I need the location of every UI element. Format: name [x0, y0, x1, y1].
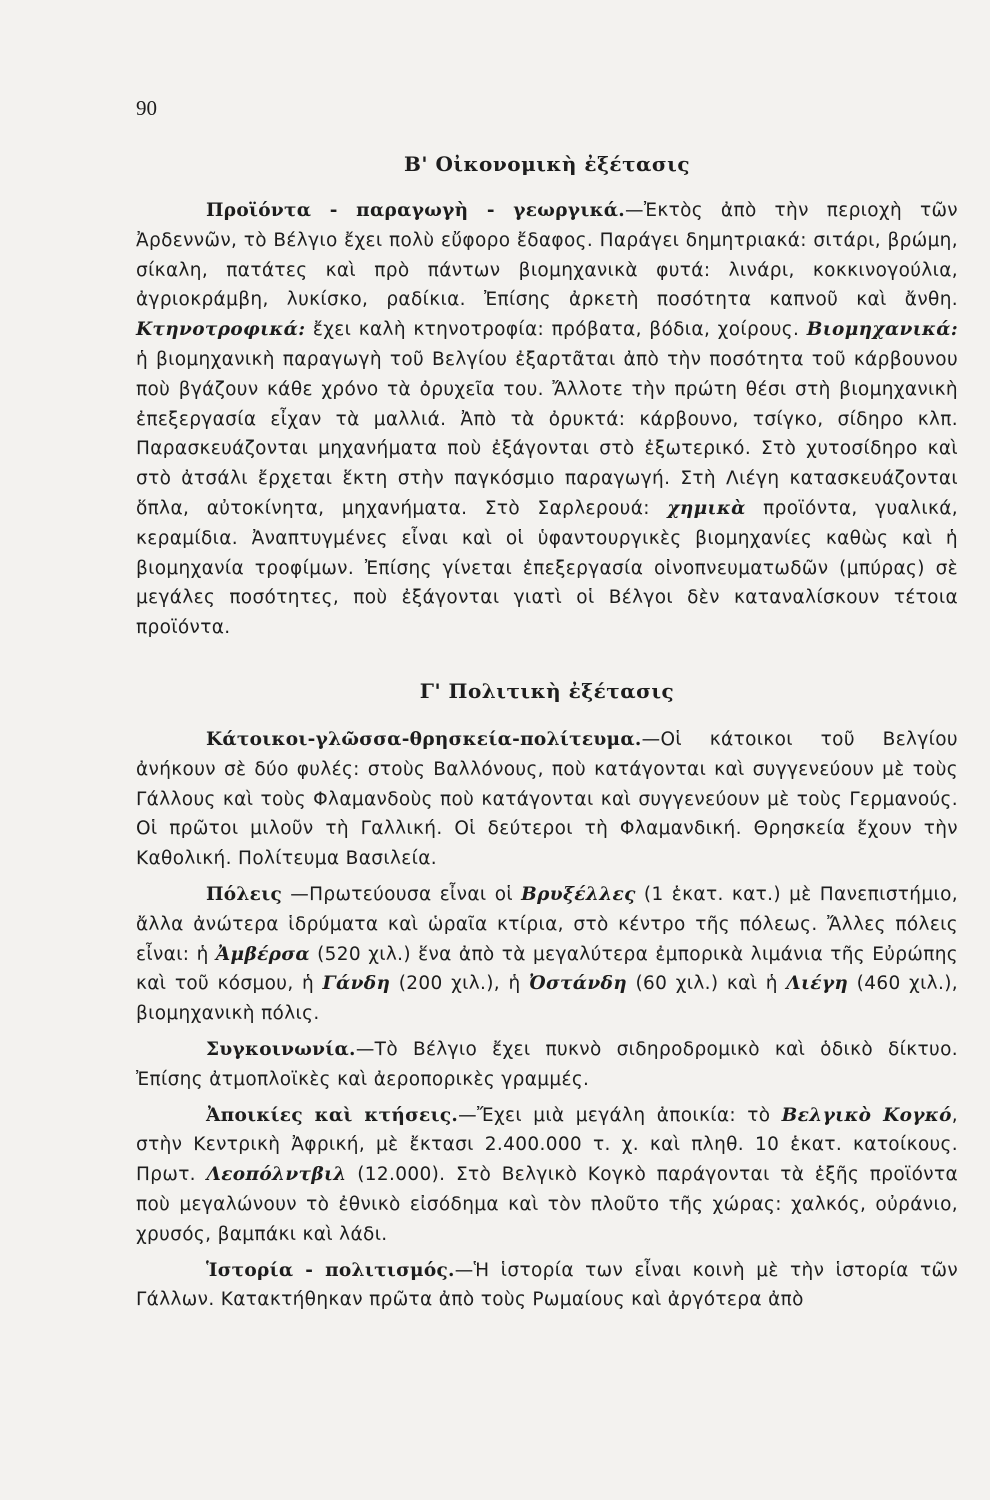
paragraph-text: —Ἔχει μιὰ μεγάλη ἀποικία: τὸ — [458, 1104, 782, 1126]
term-chemical: χημικὰ — [667, 497, 746, 519]
paragraph-text: —Ἡ ἱστορία των εἶναι κοινὴ μὲ τὴν ἱστορία τῶν Γάλλων. Κατακτήθηκαν πρῶτα ἀπὸ τοὺς Ρωμαίους καὶ ἀργότερα ἀπὸ — [136, 1259, 958, 1311]
section-heading-political: Γ' Πολιτικὴ ἐξέτασις — [419, 678, 675, 703]
paragraph-lead: Ἀποικίες καὶ κτήσεις. — [206, 1104, 459, 1126]
term-belgian-congo: Βελγικὸ Κογκό — [781, 1104, 952, 1126]
paragraph-lead: Πόλεις — [206, 883, 283, 905]
paragraph-products — [136, 196, 958, 643]
term-brussels: Βρυξέλλες — [521, 883, 636, 905]
paragraph-lead: Ἱστορία - πολιτισμός. — [206, 1259, 455, 1281]
paragraph-text: —Τὸ Βέλγιο ἔχει πυκνὸ σιδηροδρομικὸ καὶ ὁδικὸ δίκτυο. Ἐπίσης ἀτμοπλοϊκὲς καὶ ἀεροπορικὲς γραμμές. — [136, 1038, 958, 1090]
paragraph-history — [136, 1256, 958, 1316]
paragraph-text: (12.000). Στὸ Βελγικὸ Κογκὸ παράγονται τὰ ἑξῆς προϊόντα ποὺ μεγαλώνουν τὸ ἐθνικὸ εἰσόδημα καὶ τὸν πλοῦτο τῆς χώρας: χαλκός, οὐράνιο, χρυσός, βαμπάκι καὶ λάδι. — [136, 1164, 958, 1245]
paragraph-text: —Ἐκτὸς ἀπὸ τὴν περιοχὴ τῶν Ἀρδεννῶν, τὸ Βέλγιο ἔχει πολὺ εὔφορο ἔδαφος. Παράγει δημητριακά: σιτάρι, βρώμη, σίκαλη, πατάτες καὶ πρὸ πάντων βιομηχανικὰ φυτά: λινάρι, κοκκινογούλια, ἀγριοκράμβη, λυκίσκο, ραδίκια. Ἐπίσης ἀρκετὴ ποσότητα καπνοῦ καὶ ἄνθη. — [136, 200, 958, 311]
paragraph-text: (200 χιλ.), ἡ — [390, 973, 529, 995]
term-liege: Λιέγη — [786, 973, 849, 995]
paragraph-cities — [136, 880, 958, 1029]
paragraph-text: , στὴν Κεντρικὴ Ἀφρική, μὲ ἔκτασι 2.400.000 τ. χ. καὶ πληθ. 10 ἑκατ. κατοίκους. Πρωτ. — [136, 1104, 958, 1186]
section-heading-economic: Β' Οἰκονομικὴ ἐξέτασις — [403, 152, 691, 176]
term-industrial: Βιομηχανικά: — [806, 319, 958, 341]
paragraph-colonies — [136, 1101, 958, 1250]
paragraph-text: προϊόντα, γυαλικά, κεραμίδια. Ἀναπτυγμένες εἶναι καὶ οἱ ὑφαντουργικὲς βιομηχανίες καθὼς καὶ ἡ βιομηχανία τροφίμων. Ἐπίσης γίνεται ἐπεξεργασία οἰνοπνευματωδῶν (μπύρας) σὲ μεγάλες ποσότητες, ποὺ ἐξάγονται γιατὶ οἱ Βέλγοι δὲν καταναλίσκουν τέτοια προϊόντα. — [136, 497, 958, 639]
paragraph-text: (520 χιλ.) ἕνα ἀπὸ τὰ μεγαλύτερα ἐμπορικὰ λιμάνια τῆς Εὐρώπης καὶ τοῦ κόσμου, ἡ — [136, 943, 959, 995]
paragraph-lead: Κάτοικοι-γλῶσσα-θρησκεία-πολίτευμα. — [206, 728, 642, 750]
paragraph-text: ἡ βιομηχανικὴ παραγωγὴ τοῦ Βελγίου ἐξαρτᾶται ἀπὸ τὴν ποσότητα τοῦ κάρβουνου ποὺ βγάζουν κάθε χρόνο τὰ ὀρυχεῖα του. Ἄλλοτε τὴν πρώτη θέσι στὴ βιομηχανικὴ ἐπεξεργασία εἶχαν τὰ μαλλιά. Ἀπὸ τὰ ὀρυκτά: κάρβουνο, τσίγκο, σίδηρο κλπ. Παρασκευάζονται μηχανήματα ποὺ ἐξάγονται στὸ ἐξωτερικό. Στὸ χυτοσίδηρο καὶ στὸ ἀτσάλι ἔρχεται ἕκτη στὴν παγκόσμιο παραγωγή. Στὴ Λιέγη κατασκευάζονται ὅπλα, αὐτοκίνητα, μηχανήματα. Στὸ Σαρλερουά: — [136, 348, 958, 519]
page-text — [136, 140, 958, 1321]
term-leopoldville: Λεοπόλντβιλ — [206, 1164, 347, 1186]
term-ostend: Ὀστάνδη — [528, 973, 628, 995]
term-antwerp: Ἀμβέρσα — [215, 943, 310, 965]
term-livestock: Κτηνοτροφικά: — [136, 319, 306, 341]
term-ghent: Γάνδη — [322, 973, 391, 995]
paragraph-text: —Οἱ κάτοικοι τοῦ Βελγίου ἀνήκουν σὲ δύο φυλές: στοὺς Βαλλόνους, ποὺ κατάγονται καὶ συγγενεύουν μὲ τοὺς Γάλλους καὶ τοὺς Φλαμανδοὺς ποὺ κατάγονται καὶ συγγενεύουν μὲ τοὺς Γερμανούς. Οἱ πρῶτοι μιλοῦν τὴ Γαλλική. Οἱ δεύτεροι τὴ Φλαμανδική. Θρησκεία ἔχουν τὴν Καθολική. Πολίτευμα Βασιλεία. — [136, 728, 958, 870]
page-number: 90 — [136, 96, 157, 120]
paragraph-inhabitants — [136, 725, 958, 874]
paragraph-text: (60 χιλ.) καὶ ἡ — [627, 973, 787, 995]
paragraph-lead: Συγκοινωνία. — [206, 1038, 356, 1060]
paragraph-lead: Προϊόντα - παραγωγὴ - γεωργικά. — [206, 200, 626, 221]
paragraph-transport — [136, 1035, 958, 1095]
paragraph-text: —Πρωτεύουσα εἶναι οἱ — [282, 883, 522, 905]
paragraph-text: ἔχει καλὴ κτηνοτροφία: πρόβατα, βόδια, χοίρους. — [305, 319, 800, 341]
paragraph-text: (1 ἑκατ. κατ.) μὲ Πανεπιστήμιο, ἄλλα ἀνώτερα ἱδρύματα καὶ ὡραῖα κτίρια, στὸ κέντρο τῆς πόλεως. Ἄλλες πόλεις εἶναι: ἡ — [136, 883, 958, 965]
paragraph-text: (460 χιλ.), βιομηχανικὴ πόλις. — [136, 973, 959, 1025]
